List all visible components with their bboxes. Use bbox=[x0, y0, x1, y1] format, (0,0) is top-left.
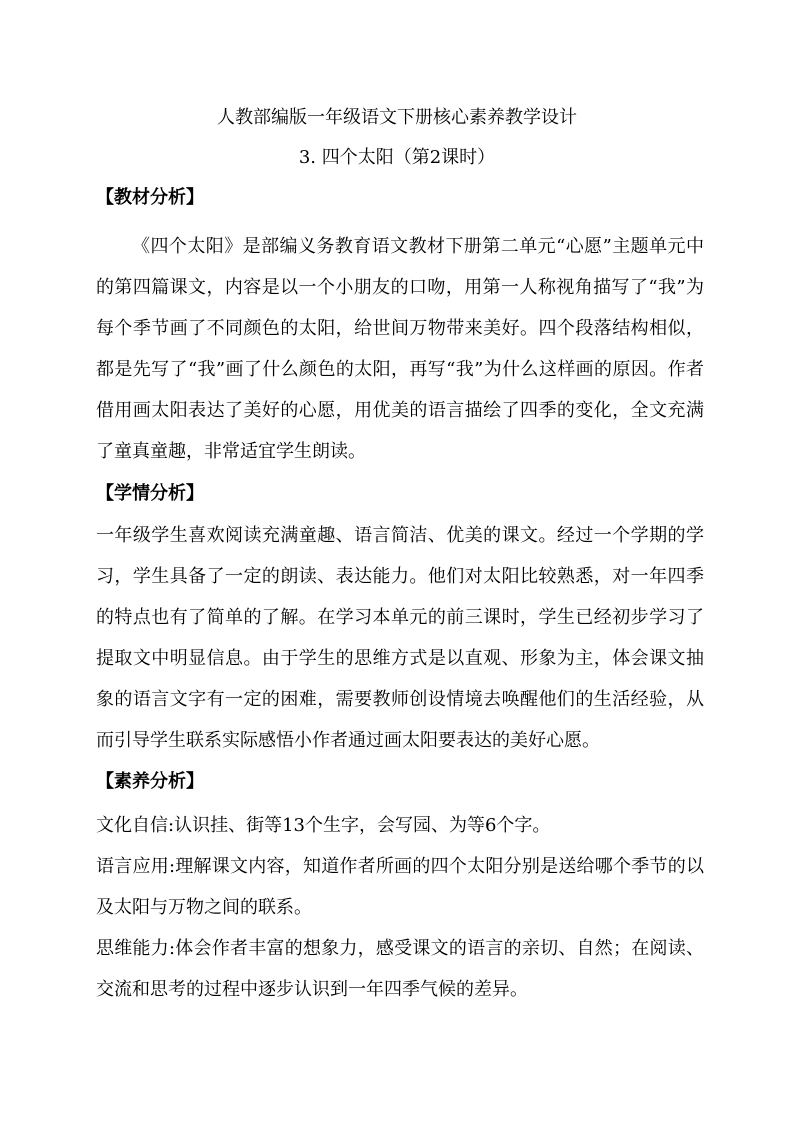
document-title: 人教部编版一年级语文下册核心素养教学设计 bbox=[217, 107, 577, 128]
textbook-analysis-paragraph: 《四个太阳》是部编义务教育语文教材下册第二单元“心愿”主题单元中的第四篇课文，内容是以一个小朋友的口吻，用第一人称视角描写了“我”为每个季节画了不同颜色的太阳，给世间万物带来美好。四个段落结构相似，都是先写了“我”画了什么颜色的太阳，再写“我”为什么这样画的原因。作者借用画太阳表达了美好的心愿，用优美的语言描绘了四季的变化，全文充满了童真童趣，非常适宜学生朗读。 bbox=[96, 236, 704, 462]
literacy-item-thinking-ability: 思维能力:体会作者丰富的想象力，感受课文的语言的亲切、自然；在阅读、交流和思考的过程中逐步认识到一年四季气候的差异。 bbox=[96, 938, 704, 1000]
lesson-subtitle: 3. 四个太阳（第2课时） bbox=[298, 147, 496, 168]
section-heading-textbook-analysis: 【教材分析】 bbox=[96, 187, 204, 208]
literacy-item-language-use: 语言应用:理解课文内容，知道作者所画的四个太阳分别是送给哪个季节的以及太阳与万物之间的联系。 bbox=[96, 856, 704, 918]
student-analysis-paragraph: 一年级学生喜欢阅读充满童趣、语言简洁、优美的课文。经过一个学期的学习，学生具备了一定的朗读、表达能力。他们对太阳比较熟悉，对一年四季的特点也有了简单的了解。在学习本单元的前三课时，学生已经初步学习了提取文中明显信息。由于学生的思维方式是以直观、形象为主，体会课文抽象的语言文字有一定的困难，需要教师创设情境去唤醒他们的生活经验，从而引导学生联系实际感悟小作者通过画太阳要表达的美好心愿。 bbox=[96, 525, 704, 751]
literacy-item-cultural-confidence: 文化自信:认识挂、街等13个生字，会写园、为等6个字。 bbox=[96, 815, 551, 836]
section-heading-literacy-analysis: 【素养分析】 bbox=[96, 771, 204, 792]
section-heading-student-analysis: 【学情分析】 bbox=[96, 483, 204, 504]
